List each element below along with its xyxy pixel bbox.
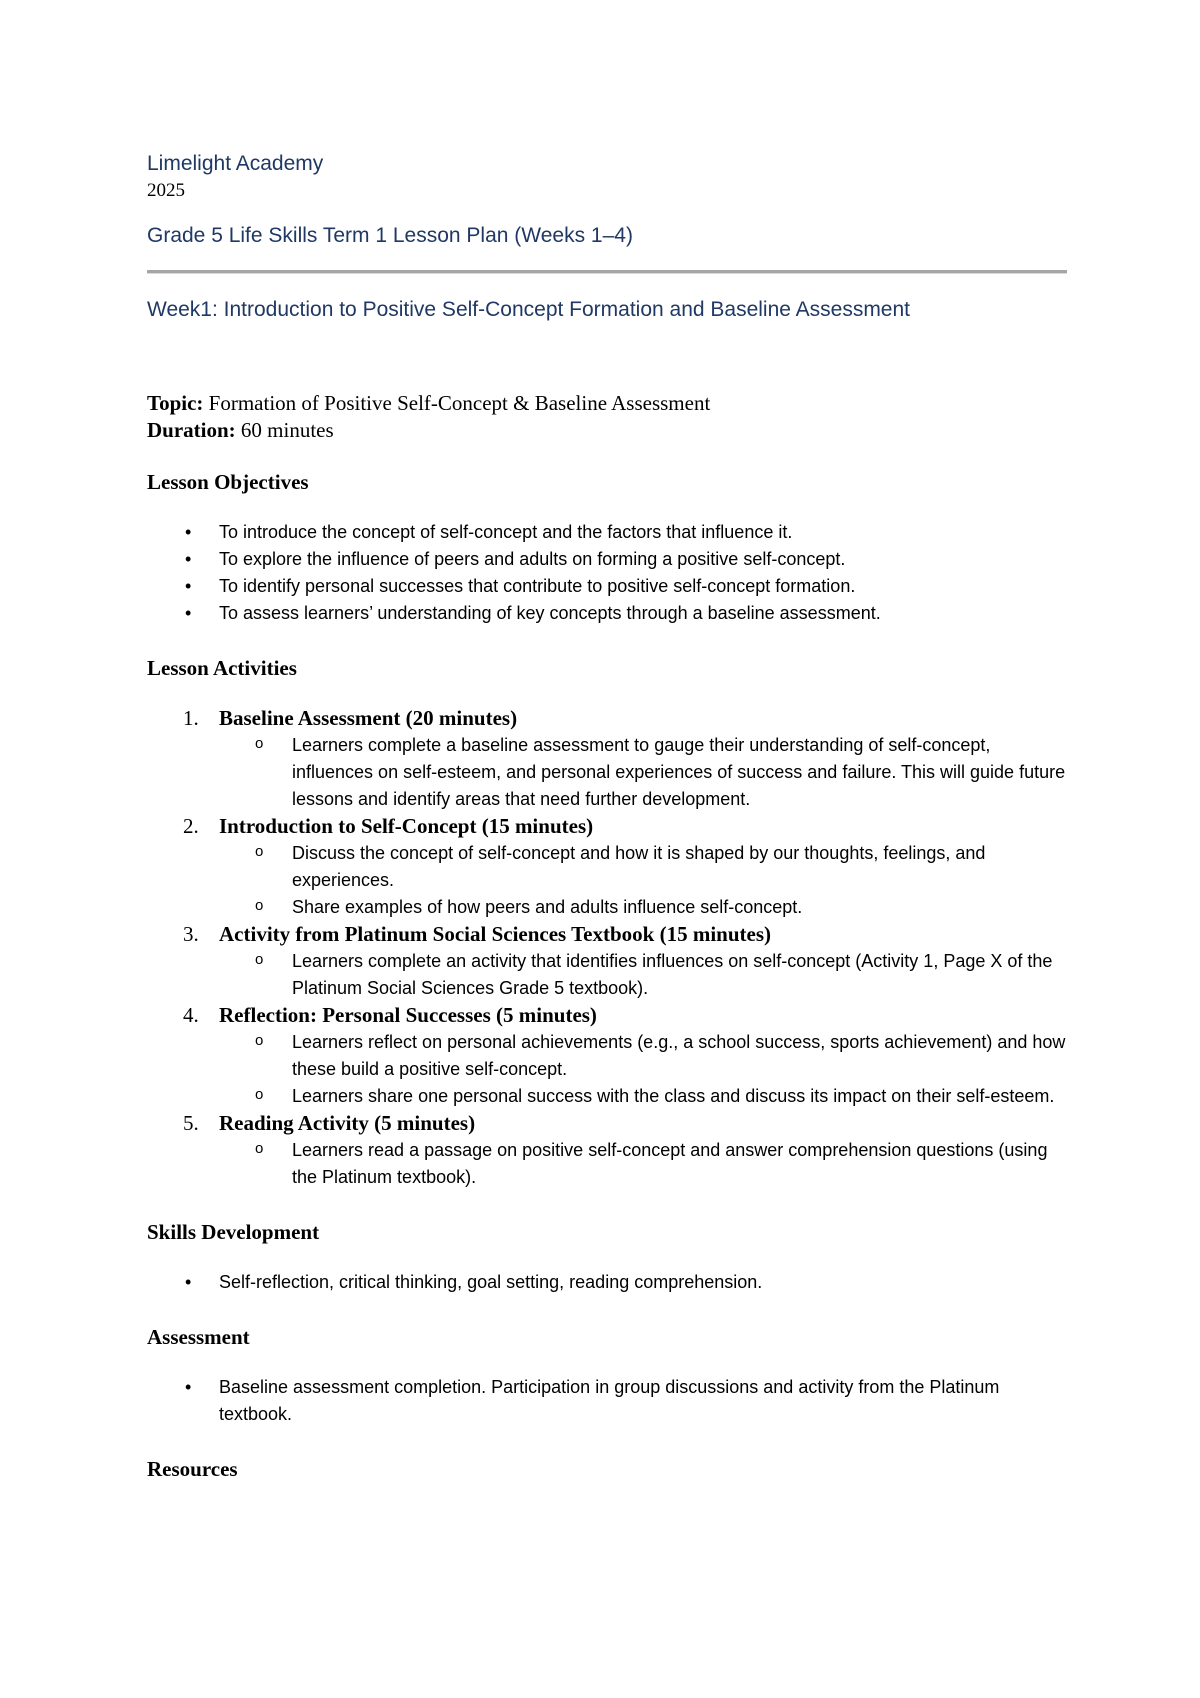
bullet-icon: •: [185, 522, 192, 542]
sub-list-item: o Learners read a passage on positive self-concept and answer comprehension questions (using the Platinum textbook).: [147, 1137, 1067, 1191]
list-item: • Baseline assessment completion. Participation in group discussions and activity from the Platinum textbook.: [147, 1374, 1067, 1428]
activity-number: 4.: [183, 1003, 199, 1027]
duration-label: Duration:: [147, 418, 236, 442]
topic-value: Formation of Positive Self-Concept & Baseline Assessment: [208, 391, 711, 415]
objectives-list: [147, 519, 1067, 627]
skills-list: [147, 1269, 1067, 1296]
skills-heading: Skills Development: [147, 1220, 320, 1244]
circle-bullet-icon: o: [255, 843, 264, 860]
sub-list-item: o Share examples of how peers and adults influence self-concept.: [147, 894, 1067, 921]
activity-number: 5.: [183, 1111, 199, 1135]
activity-title: 1. Baseline Assessment (20 minutes): [183, 706, 518, 730]
topic-line: [147, 390, 1067, 417]
bullet-icon: •: [185, 603, 192, 623]
sub-list-item: o Learners reflect on personal achievements (e.g., a school success, sports achievement) and how these build a positive self-concept.: [147, 1029, 1067, 1083]
assessment-list: [147, 1374, 1067, 1428]
activity-sub-list: [147, 1137, 1067, 1191]
week-title: Week1: Introduction to Positive Self-Concept Formation and Baseline Assessment: [147, 298, 911, 321]
activity-item: [147, 1110, 1067, 1191]
activity-number: 1.: [183, 706, 199, 730]
year: 2025: [147, 180, 185, 201]
list-item: • To introduce the concept of self-concept and the factors that influence it.: [147, 519, 1067, 546]
sub-list-item: o Learners complete an activity that identifies influences on self-concept (Activity 1, Page X of the Platinum Social Sciences Grade 5 textbook).: [147, 948, 1067, 1002]
activity-sub-list: [147, 948, 1067, 1002]
bullet-icon: •: [185, 549, 192, 569]
resources-heading: Resources: [147, 1457, 238, 1481]
horizontal-rule: [147, 270, 1067, 274]
bullet-icon: •: [185, 1377, 192, 1397]
document-page: [147, 150, 1067, 1483]
bullet-icon: •: [185, 1272, 192, 1292]
list-item: • To identify personal successes that contribute to positive self-concept formation.: [147, 573, 1067, 600]
circle-bullet-icon: o: [255, 1140, 264, 1157]
activity-title: 2. Introduction to Self-Concept (15 minutes): [183, 814, 594, 838]
activity-sub-list: [147, 1029, 1067, 1110]
activity-item: [147, 921, 1067, 1002]
document-title: Grade 5 Life Skills Term 1 Lesson Plan (Weeks 1–4): [147, 224, 633, 247]
sub-list-item: o Learners share one personal success with the class and discuss its impact on their self-esteem.: [147, 1083, 1067, 1110]
duration-value: 60 minutes: [240, 418, 334, 442]
activities-list: [147, 705, 1067, 1191]
circle-bullet-icon: o: [255, 735, 264, 752]
activity-number: 3.: [183, 922, 199, 946]
bullet-icon: •: [185, 576, 192, 596]
sub-list-item: o Learners complete a baseline assessment to gauge their understanding of self-concept, influences on self-esteem, and personal experiences of success and failure. This will guide future lessons and identify areas that need further development.: [147, 732, 1067, 813]
activities-heading: Lesson Activities: [147, 656, 297, 680]
sub-list-item: o Discuss the concept of self-concept and how it is shaped by our thoughts, feelings, and experiences.: [147, 840, 1067, 894]
list-item: • To assess learners’ understanding of key concepts through a baseline assessment.: [147, 600, 1067, 627]
circle-bullet-icon: o: [255, 951, 264, 968]
objectives-heading: Lesson Objectives: [147, 470, 309, 494]
activity-sub-list: [147, 732, 1067, 813]
assessment-heading: Assessment: [147, 1325, 250, 1349]
activity-title: 3. Activity from Platinum Social Sciences Textbook (15 minutes): [183, 922, 772, 946]
topic-label: Topic:: [147, 391, 204, 415]
activity-item: [147, 705, 1067, 813]
activity-title: 5. Reading Activity (5 minutes): [183, 1111, 476, 1135]
activity-item: [147, 1002, 1067, 1110]
circle-bullet-icon: o: [255, 897, 264, 914]
activity-title: 4. Reflection: Personal Successes (5 minutes): [183, 1003, 597, 1027]
activity-sub-list: [147, 840, 1067, 921]
circle-bullet-icon: o: [255, 1086, 264, 1103]
school-name: Limelight Academy: [147, 152, 324, 175]
circle-bullet-icon: o: [255, 1032, 264, 1049]
activity-item: [147, 813, 1067, 921]
list-item: • Self-reflection, critical thinking, goal setting, reading comprehension.: [147, 1269, 1067, 1296]
activity-number: 2.: [183, 814, 199, 838]
duration-line: [147, 417, 1067, 444]
list-item: • To explore the influence of peers and adults on forming a positive self-concept.: [147, 546, 1067, 573]
